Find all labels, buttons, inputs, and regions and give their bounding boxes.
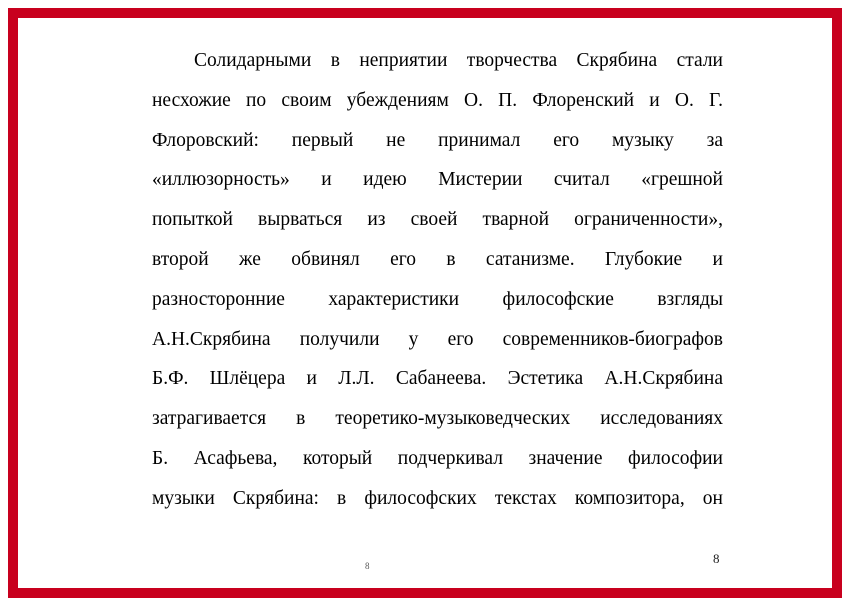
text-line: Б. Асафьева, который подчеркивал значение философии	[152, 447, 723, 469]
text-line: Флоровский: первый не принимал его музыку за	[152, 129, 723, 151]
text-line: «иллюзорность» и идею Мистерии считал «грешной	[152, 169, 723, 191]
page-number: 8	[713, 551, 720, 566]
text-line: попыткой вырваться из своей тварной ограниченности»,	[152, 209, 723, 231]
text-line: второй же обвинял его в сатанизме. Глубокие и	[152, 248, 723, 270]
text-line: Б.Ф. Шлёцера и Л.Л. Сабанеева. Эстетика А.Н.Скрябина	[152, 368, 723, 390]
body-text	[152, 41, 723, 519]
text-line: разносторонние характеристики философские взгляды	[152, 288, 723, 310]
page-corner-fold	[814, 20, 830, 36]
text-line: музыки Скрябина: в философских текстах композитора, он	[152, 487, 723, 509]
text-line: несхожие по своим убеждениям О. П. Флоренский и О. Г.	[152, 89, 723, 111]
text-line: затрагивается в теоретико-музыковедческих исследованиях	[152, 408, 723, 430]
page-number-small: 8	[365, 561, 370, 571]
text-line: Солидарными в неприятии творчества Скрябина стали	[194, 50, 723, 71]
text-line: А.Н.Скрябина получили у его современников-биографов	[152, 328, 723, 350]
